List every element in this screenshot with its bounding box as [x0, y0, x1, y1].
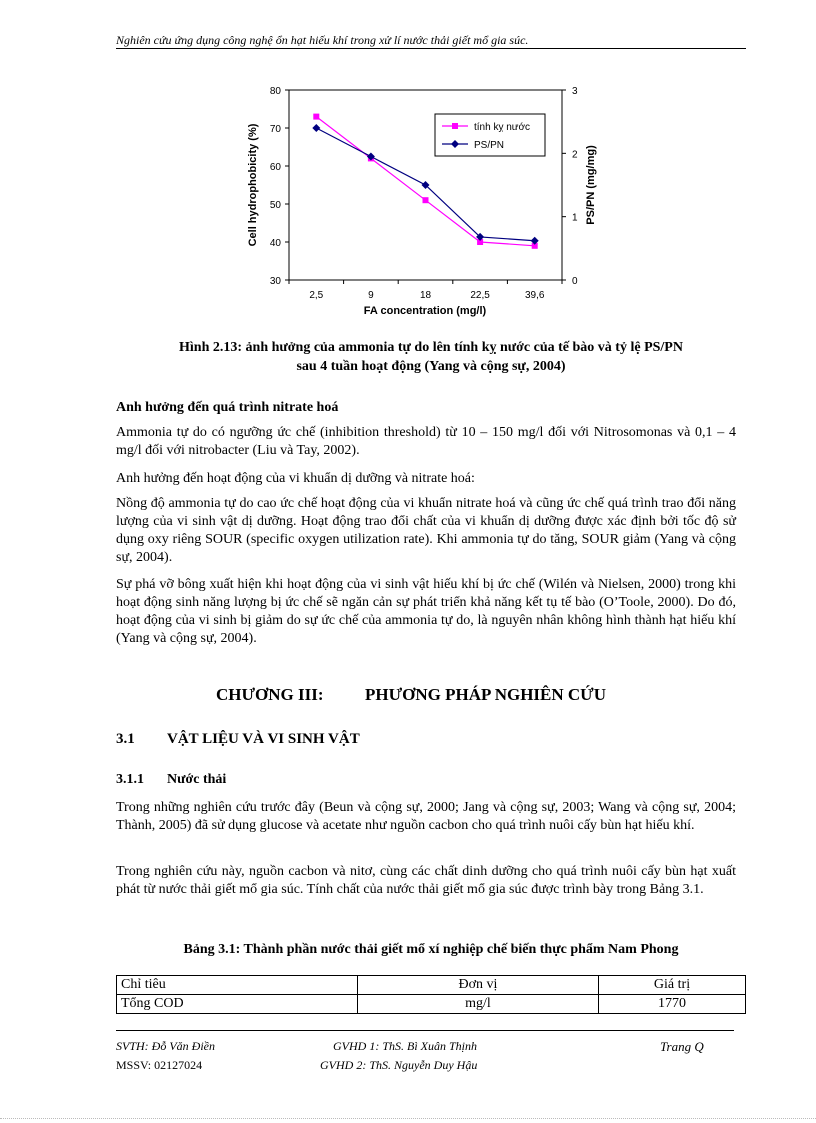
legend — [435, 114, 545, 156]
table-header-cell: Chỉ tiêu — [117, 976, 358, 995]
table-cell: Tổng COD — [117, 995, 358, 1014]
table-caption: Bảng 3.1: Thành phần nước thải giết mổ xí nghiệp chế biến thực phẩm Nam Phong — [183, 942, 679, 957]
legend-label-1: PS/PN — [474, 140, 505, 151]
footer-advisor-2: GVHD 2: ThS. Nguyễn Duy Hậu — [320, 1058, 478, 1072]
y-tick-label: 80 — [269, 86, 281, 97]
x-tick-label: 18 — [419, 290, 432, 301]
section-3-1-title: VẬT LIỆU VÀ VI SINH VẬT — [167, 731, 360, 747]
x-tick-label: 39,6 — [524, 290, 545, 301]
wastewater-paragraph-2: Trong nghiên cứu này, nguồn cacbon và nitơ, cùng các chất dinh dưỡng cho quá trình nuôi cấy bùn hạt xuất phát từ nước thải giết mổ gia súc. Tính chất của nước thải giết mổ gia súc được trình bày trong Bảng 3.1. — [116, 864, 736, 897]
nitrate-paragraph-4: Sự phá vỡ bông xuất hiện khi hoạt động của vi sinh vật hiếu khí bị ức chế (Wilén và Nielsen, 2000) trong khi hoạt động sinh năng lượng bị ức chế sẽ ngăn cản sự phát triển khả năng kết tụ tế bào (O’Toole, 2000). Do đó, hoạt động của vi sinh bị giảm do sự ức chế của ammonia tự do, là nguyên nhân không hình thành hạt hiếu khí (Yang và cộng sự, 2004). — [116, 577, 736, 646]
chapter-number: CHƯƠNG III: — [216, 685, 324, 704]
composition-table — [116, 975, 746, 1014]
table-header-cell: Đơn vị — [358, 976, 599, 995]
footer-advisor-1: GVHD 1: ThS. Bì Xuân Thịnh — [333, 1039, 477, 1053]
y2-tick-label: 2 — [572, 149, 578, 161]
footer-student-id: MSSV: 02127024 — [116, 1058, 203, 1072]
footer-student: SVTH: Đỗ Văn Điền — [116, 1039, 215, 1053]
table-cell: mg/l — [358, 995, 599, 1014]
legend-marker-0 — [452, 123, 458, 129]
chapter-title: PHƯƠNG PHÁP NGHIÊN CỨU — [365, 685, 606, 704]
table-row — [117, 995, 746, 1014]
data-point — [313, 114, 319, 120]
section-3-1-1-number: 3.1.1 — [116, 772, 144, 787]
caption-line-1: Hình 2.13: ảnh hưởng của ammonia tự do lên tính kỵ nước của tế bào và tỷ lệ PS/PN — [179, 340, 683, 355]
header-divider — [116, 48, 746, 49]
y-tick-label: 30 — [269, 276, 281, 287]
y2-tick-label: 0 — [572, 276, 578, 287]
x-tick-label: 22,5 — [470, 290, 490, 301]
caption-line-2: sau 4 tuần hoạt động (Yang và cộng sự, 2004) — [296, 359, 566, 374]
table-cell: 1770 — [599, 995, 746, 1014]
nitrate-paragraph-3: Nồng độ ammonia tự do cao ức chế hoạt động của vi khuẩn nitrate hoá và cũng ức chế quá trình trao đổi năng lượng của vi sinh vật dị dưỡng. Hoạt động trao đổi chất của vi khuẩn dị dưỡng được xác định bởi tốc độ sử dụng oxy riêng SOUR (specific oxygen utilization rate). Khi ammonia tự do tăng, SOUR giảm (Yang và cộng sự, 2004). — [116, 496, 736, 565]
footer-page-number: Trang Q — [660, 1039, 704, 1054]
page-edge-dotline — [0, 1118, 816, 1119]
y-tick-label: 60 — [269, 162, 281, 173]
nitrate-paragraph-2: Anh hưởng đến hoạt động của vi khuẩn dị dưỡng và nitrate hoá: — [116, 471, 475, 486]
x-tick-label: 9 — [368, 290, 374, 301]
figure-caption — [116, 338, 746, 376]
x-tick-label: 2,5 — [309, 290, 324, 301]
y-tick-label: 40 — [269, 238, 281, 249]
line-chart — [230, 78, 597, 328]
footer-divider — [116, 1030, 734, 1031]
running-header: Nghiên cứu ứng dụng công nghệ ổn hạt hiếu khí trong xử lí nước thải giết mổ gia súc. — [116, 33, 529, 47]
y2-tick-label: 3 — [572, 86, 578, 97]
x-axis-label: FA concentration (mg/l) — [363, 305, 487, 317]
table-header-cell: Giá trị — [599, 976, 746, 995]
figure-chart — [230, 78, 597, 328]
y-tick-label: 70 — [269, 124, 281, 135]
section-3-1-1-title: Nước thải — [167, 772, 227, 787]
y2-tick-label: 1 — [572, 212, 578, 224]
section-3-1-number: 3.1 — [116, 731, 135, 747]
nitrate-heading: Anh hưởng đến quá trình nitrate hoá — [116, 400, 339, 415]
y2-axis-label: PS/PN (mg/mg) — [585, 145, 597, 225]
legend-label-0: tính kỵ nước — [474, 122, 531, 133]
y-axis-label: Cell hydrophobicity (%) — [247, 123, 259, 247]
data-point — [423, 197, 429, 203]
wastewater-paragraph-1: Trong những nghiên cứu trước đây (Beun và cộng sự, 2000; Jang và cộng sự, 2003; Wang và cộng sự, 2004; Thành, 2005) đã sử dụng glucose và acetate như nguồn cacbon cho quá trình nuôi cấy bùn hạt hiếu khí. — [116, 800, 736, 833]
nitrate-paragraph-1: Ammonia tự do có ngưỡng ức chế (inhibition threshold) từ 10 – 150 mg/l đối với Nitrosomonas và 0,1 – 4 mg/l đối với nitrobacter (Liu và Tay, 2002). — [116, 425, 736, 458]
table-header-row — [117, 976, 746, 995]
y-tick-label: 50 — [269, 200, 281, 211]
